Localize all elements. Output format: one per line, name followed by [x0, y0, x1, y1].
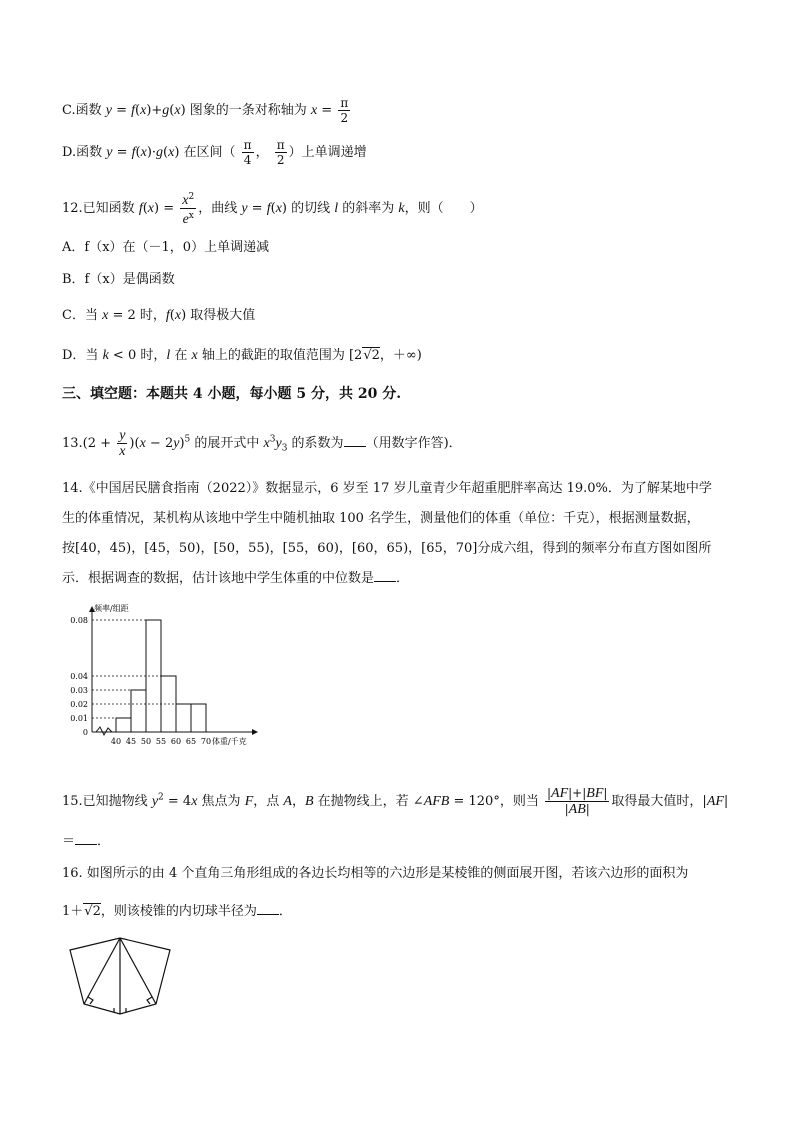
- fold-line-1: [84, 938, 120, 1004]
- q15-line1: 15.已知抛物线 $y^2 = 4x$ 焦点为 F，点 A，B 在抛物线上，若 ∠AFB = 120°，则当 $\frac{|AF|+|BF|}{|AB|}$ 取得最大值时，|AF|: [62, 786, 729, 817]
- x-tick-label: 45: [125, 737, 137, 746]
- q14-paragraph: [62, 474, 742, 594]
- q12-option-a: A．f（x）在（－1，0）上单调递减: [62, 240, 270, 255]
- q13-text: 13.(2 + $\frac{y}{x}$ )$(x - 2y)^5$ 的展开式中 $x^3y_3$ 的系数为 （用数字作答)．: [62, 428, 462, 459]
- y-axis-label: 频率/组距: [94, 604, 129, 613]
- x-tick-label: 70: [200, 737, 212, 746]
- axis-break: [96, 727, 112, 735]
- hexagon-net-figure: [62, 934, 182, 1016]
- q12-stem: 12.已知函数 f(x) = $\frac{x^2}{e^x}$ ，曲线 y = f(x) 的切线 l 的斜率为 k，则（ ）: [62, 192, 483, 227]
- x-tick-label: 60: [170, 737, 182, 746]
- q16-line1: 16. 如图所示的由 4 个直角三角形组成的各边长均相等的六边形是某棱锥的侧面展开图，若该六边形的面积为: [62, 866, 689, 881]
- bar-40-45: [116, 718, 131, 732]
- y-tick-label: 0.02: [70, 700, 88, 709]
- q12-option-c: C．当 x = 2 时，f(x) 取得极大值: [62, 308, 256, 323]
- x-tick-label: 40: [110, 737, 122, 746]
- q11-option-d: D.函数 y = f(x)·g(x) 在区间（ $\frac{\pi}{4}$ ， $\frac{\pi}{2}$ ）上单调递增: [62, 138, 367, 167]
- right-angle-mark-2: [147, 997, 152, 1004]
- x-tick-label: 50: [140, 737, 152, 746]
- y-tick-label: 0.08: [70, 616, 88, 625]
- q14-line1: 14.《中国居民膳食指南（2022）》数据显示，6 岁至 17 岁儿童青少年超重肥胖率高达 19.0%．为了解某地中学: [62, 481, 712, 496]
- y-tick-label: 0.04: [70, 672, 88, 681]
- bar-65-70: [191, 704, 206, 732]
- bar-45-50: [131, 690, 146, 732]
- q11-option-c: C.函数 y = f(x)+g(x) 图象的一条对称轴为 x = $\frac{\pi}{2}$: [62, 96, 349, 125]
- y-tick-label: 0: [82, 728, 88, 737]
- x-axis-label: 体重/千克: [212, 737, 247, 746]
- q12-option-d: D．当 k < 0 时，l 在 x 轴上的截距的取值范围为 [2√2，＋∞): [62, 348, 422, 363]
- section3-title: 三、填空题：本题共 4 小题，每小题 5 分，共 20 分.: [62, 386, 402, 402]
- fold-line-3: [120, 938, 156, 1004]
- histogram-chart: [60, 602, 270, 752]
- y-tick-label: 0.01: [70, 714, 88, 723]
- q12-option-b: B．f（x）是偶函数: [62, 272, 175, 287]
- q16-line2: 1＋√2，则该棱锥的内切球半径为 ．: [62, 904, 292, 919]
- x-tick-label: 65: [185, 737, 197, 746]
- x-axis-arrow: [252, 729, 258, 735]
- q14-line3: 按[40，45)，[45，50)，[50，55)，[55，60)，[60，65)，[65，70]分成六组，得到的频率分布直方图如图所: [62, 541, 712, 556]
- bar-60-65: [176, 704, 191, 732]
- x-tick-label: 55: [155, 737, 167, 746]
- right-angle-mark-1: [88, 997, 93, 1004]
- q14-line2: 生的体重情况，某机构从该地中学生中随机抽取 100 名学生，测量他们的体重（单位：千克），根据测量数据，: [62, 511, 700, 526]
- q15-line2: ＝ ．: [62, 834, 111, 849]
- y-tick-label: 0.03: [70, 686, 88, 695]
- q14-line4: 示．根据调查的数据，估计该地中学生体重的中位数是 ．: [62, 571, 410, 586]
